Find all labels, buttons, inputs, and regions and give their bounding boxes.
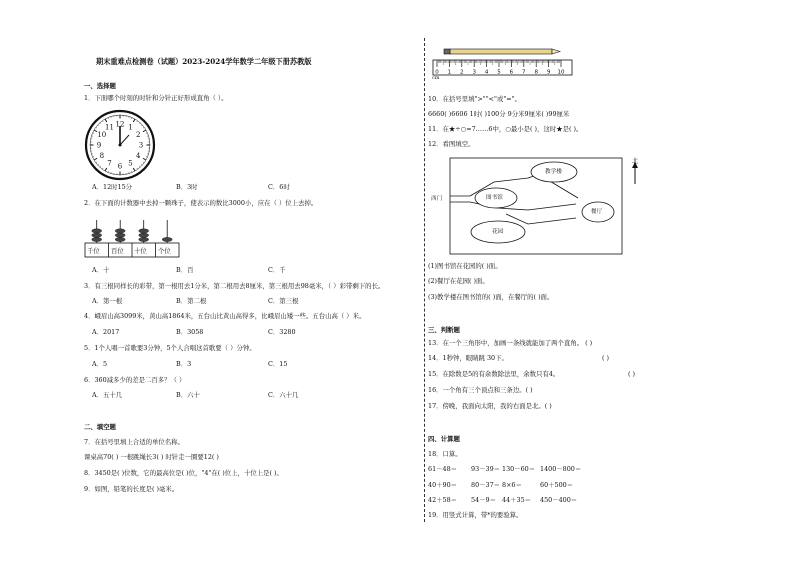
q3-option-b: B．第二根 bbox=[176, 297, 207, 305]
question-15: 15．在除数是5的有余数除法里，余数只有4。 bbox=[428, 370, 560, 378]
clock-number: 11 bbox=[105, 123, 114, 132]
clock-number: 7 bbox=[107, 159, 112, 168]
question-7: 7．在括号里填上合适的单位名称。 bbox=[84, 438, 184, 446]
ruler-number: 2 bbox=[460, 69, 464, 76]
clock-figure bbox=[84, 109, 156, 181]
calc-item: 130－60＝ bbox=[502, 465, 536, 473]
question-14: 14．1秒钟，眼睛跳 30下。 bbox=[428, 354, 508, 362]
question-19: 19．用竖式计算，带*的要验算。 bbox=[428, 511, 523, 519]
calc-item: 8×6＝ bbox=[502, 481, 522, 489]
ruler-number: 3 bbox=[472, 69, 476, 76]
question-4: 4．峨眉山高3099米，黄山高1864米，五台山比黄山高得多，比峨眉山矮一些。五台山高（ ）米。 bbox=[84, 312, 366, 320]
question-2: 2．在下面的计数器中去掉一颗珠子，使表示的数比3000小，应在（ ）位上去掉。 bbox=[84, 199, 318, 207]
abacus-bead bbox=[92, 229, 102, 233]
section-choice-heading: 一、选择题 bbox=[84, 82, 116, 90]
question-15-blank: ( ) bbox=[628, 370, 636, 378]
abacus-rods bbox=[92, 220, 173, 243]
q2-option-b: B．百 bbox=[176, 266, 194, 274]
ruler-number: 0 bbox=[435, 69, 439, 76]
calc-item: 40＋90＝ bbox=[428, 481, 458, 489]
question-13: 13．在一个三角形中，加画一条线就能加了两个直角。 ( ) bbox=[428, 339, 593, 347]
calc-item: 54－9＝ bbox=[471, 496, 496, 504]
map-label-canteen: 餐厅 bbox=[591, 209, 603, 215]
question-5: 5．1个人唱一首歌要3分钟，5个人合唱这首歌要（ ）分钟。 bbox=[84, 344, 256, 352]
abacus-bead bbox=[92, 237, 102, 241]
q5-option-c: C．15 bbox=[268, 360, 288, 368]
q1-option-a: A．12时15分 bbox=[92, 183, 133, 191]
question-12-1: (1)图书馆在花园的( )面。 bbox=[428, 262, 502, 270]
q3-option-a: A．第一根 bbox=[92, 297, 123, 305]
q2-option-a: A．十 bbox=[92, 266, 110, 274]
ruler-number: 10 bbox=[557, 69, 565, 76]
calc-item: 60＋500＝ bbox=[540, 481, 574, 489]
abacus-bead bbox=[139, 237, 149, 241]
ruler-number: 7 bbox=[522, 69, 526, 76]
q6-option-b: B．六十 bbox=[176, 391, 200, 399]
clock-number: 1 bbox=[128, 123, 133, 132]
abacus-bead bbox=[139, 233, 149, 237]
q1-option-b: B．3时 bbox=[176, 183, 198, 191]
section-calc-heading: 四、计算题 bbox=[428, 435, 460, 443]
q6-option-c: C．六十几 bbox=[268, 391, 299, 399]
question-9: 9．如图，铅笔的长度是( )毫米。 bbox=[84, 485, 179, 493]
q4-option-b: B．3058 bbox=[176, 328, 204, 336]
q1-option-c: C．6时 bbox=[268, 183, 290, 191]
question-12: 12．看图填空。 bbox=[428, 140, 475, 148]
q5-option-b: B．3 bbox=[176, 360, 192, 368]
calc-item: 44＋35＝ bbox=[502, 496, 532, 504]
question-18: 18．口算。 bbox=[428, 450, 462, 458]
question-10: 10．在括号里填">""<"或"="。 bbox=[428, 95, 521, 103]
ruler-number: 5 bbox=[497, 69, 501, 76]
abacus-label-tens: 十位 bbox=[134, 247, 147, 255]
section-judge-heading: 三、判断题 bbox=[428, 326, 460, 334]
section-fill-heading: 二、填空题 bbox=[84, 423, 116, 431]
pencil bbox=[450, 49, 552, 54]
abacus-bead bbox=[115, 229, 125, 233]
question-3: 3．有三根同样长的彩带，第一根用去1分米，第二根用去8厘米，第三根用去98毫米，（ ）彩带剩下的长。 bbox=[84, 282, 385, 290]
question-12-2: (2)餐厅在花园( )面。 bbox=[428, 277, 489, 285]
q5-option-a: A．5 bbox=[92, 360, 108, 368]
q4-option-c: C．3280 bbox=[268, 328, 296, 336]
ruler-number: 6 bbox=[509, 69, 514, 76]
clock-number: 5 bbox=[128, 159, 133, 168]
abacus-label-hundreds: 百位 bbox=[111, 247, 124, 255]
q6-option-a: A．五十几 bbox=[92, 391, 123, 399]
abacus-bead bbox=[115, 237, 125, 241]
question-10-line: 6660( )6606 1时( )100分 9分米9厘米( )99厘米 bbox=[428, 110, 570, 118]
calc-item: 450－400＝ bbox=[540, 496, 578, 504]
ruler-number: 4 bbox=[484, 69, 489, 76]
campus-map bbox=[428, 152, 642, 260]
ruler-number: 8 bbox=[534, 69, 538, 76]
abacus-label-thousands: 千位 bbox=[87, 247, 100, 255]
question-6: 6．360减多少的差是二百多？（ ） bbox=[84, 376, 186, 384]
clock-number: 12 bbox=[115, 120, 125, 129]
map-label-gate: 西门 bbox=[431, 196, 443, 202]
question-1: 1．下面哪个时刻的时针和分针正好形成直角（ ）。 bbox=[84, 94, 228, 102]
map-label-garden: 花园 bbox=[492, 229, 504, 235]
abacus-bead bbox=[139, 229, 149, 233]
clock-number: 4 bbox=[135, 152, 141, 160]
clock-number: 9 bbox=[96, 141, 102, 150]
abacus-bead bbox=[92, 233, 102, 237]
question-8: 8．3450是( )位数，它的最高位是( )位，"4"在( )位上，十位上是( )。 bbox=[84, 469, 283, 477]
abacus-bead bbox=[162, 237, 172, 241]
ruler-number: 9 bbox=[546, 69, 551, 76]
ruler-number: 1 bbox=[447, 69, 452, 76]
question-14-blank: ( ) bbox=[602, 354, 610, 362]
calc-item: 1400－800＝ bbox=[540, 465, 582, 473]
question-12-3: (3)教学楼在图书馆的( )面，在餐厅的( )面。 bbox=[428, 293, 554, 301]
column-divider bbox=[424, 38, 425, 522]
q4-option-a: A．2017 bbox=[92, 328, 120, 336]
calc-item: 42＋58＝ bbox=[428, 496, 458, 504]
map-label-north: 北 bbox=[632, 158, 639, 165]
map-label-library: 图书馆 bbox=[486, 195, 503, 201]
q3-option-c: C．第三根 bbox=[268, 297, 299, 305]
map-label-teaching-building: 教学楼 bbox=[545, 169, 562, 175]
abacus-label-ones: 个位 bbox=[158, 247, 171, 255]
question-11: 11．在★÷○=7……6中，○最小是( )，这时★是( )。 bbox=[428, 125, 583, 133]
clock-number: 3 bbox=[138, 141, 144, 150]
calc-item: 61－48＝ bbox=[428, 465, 458, 473]
ruler-unit: cm bbox=[432, 75, 440, 81]
clock-number: 10 bbox=[97, 131, 107, 139]
pencil-ruler-figure bbox=[432, 42, 574, 82]
question-16: 16．一个角有三个顶点和三条边。( ) bbox=[428, 386, 533, 394]
clock-number: 2 bbox=[135, 131, 141, 139]
calc-item: 93－39＝ bbox=[471, 465, 501, 473]
q2-option-c: C．千 bbox=[268, 266, 286, 274]
question-7-line: 课桌高70( ) 一根跳绳长3( ) 时针走一圈要12( ) bbox=[84, 453, 219, 461]
clock-number: 6 bbox=[117, 162, 123, 171]
question-17: 17．傍晚，我面向太阳，我的右面是北。( ) bbox=[428, 402, 552, 410]
calc-item: 80－37＝ bbox=[471, 481, 501, 489]
clock-number: 8 bbox=[99, 152, 105, 160]
abacus-bead bbox=[115, 233, 125, 237]
page-title: 期末重难点检测卷（试题）2023-2024学年数学二年级下册苏教版 bbox=[96, 57, 312, 66]
